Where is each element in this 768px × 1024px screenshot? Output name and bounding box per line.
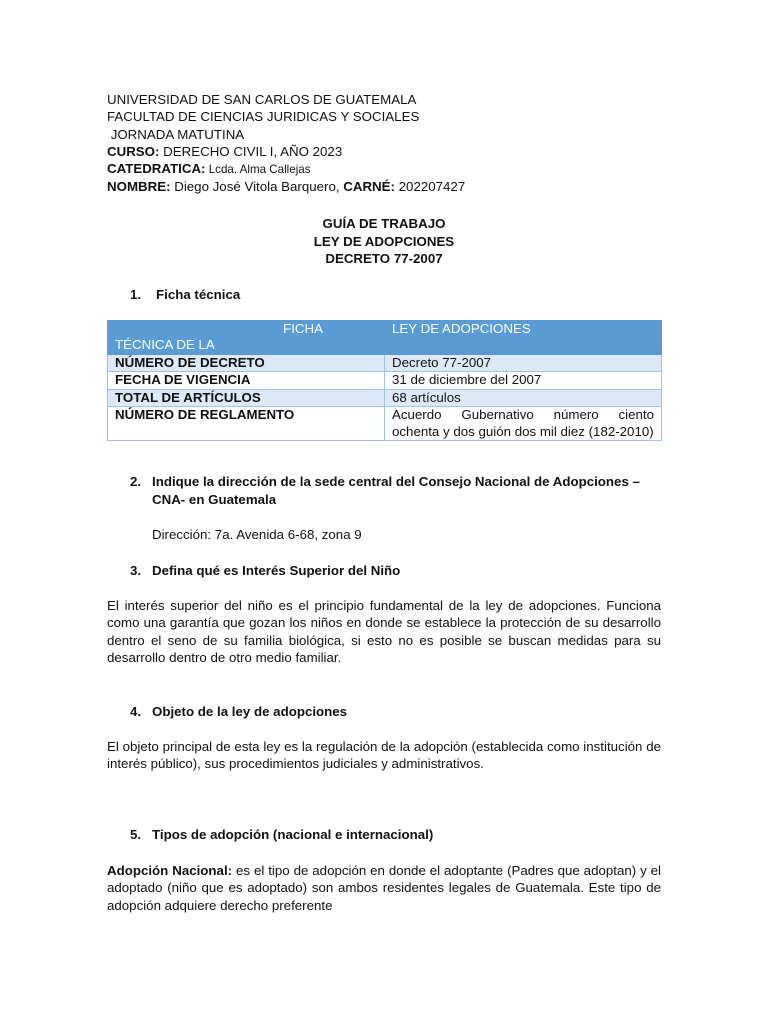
row-value: 68 artículos [385,389,662,406]
adopcion-nacional-label: Adopción Nacional: [107,863,233,878]
carne-label: CARNÉ: [343,179,395,194]
section-heading-sede-line2: CNA- en Guatemala [152,492,277,507]
header-left-a: FICHA [283,321,323,336]
title-guide: GUÍA DE TRABAJO [322,216,446,231]
section-number: 3. [130,563,142,578]
section-heading-interes: Defina qué es Interés Superior del Niño [152,563,401,578]
address-answer: Dirección: 7a. Avenida 6-68, zona 9 [152,527,362,542]
ficha-table [107,320,662,441]
title-law: LEY DE ADOPCIONES [313,234,455,249]
section-heading-tipos: Tipos de adopción (nacional e internacional) [152,827,434,842]
table-header-row [108,321,662,355]
row-label: NÚMERO DE REGLAMENTO [108,407,385,441]
section-number: 1. [130,287,142,302]
table-row [108,389,662,406]
table-header-right: LEY DE ADOPCIONES [385,321,662,355]
table-row [108,407,662,441]
faculty-name: FACULTAD DE CIENCIAS JURIDICAS Y SOCIALES [107,109,420,124]
paragraph-interes: El interés superior del niño es el principio fundamental de la ley de adopciones. Funciona como una garantía que gozan los niños en donde se establece la protección de su desarrollo dentro el seno de su familia biológica, si esto no es posible se buscan medidas para su desarrollo dentro de otro medio familiar. [107,598,661,665]
section-heading-objeto: Objeto de la ley de adopciones [152,704,348,719]
section-heading-ficha: Ficha técnica [156,287,241,302]
row-value: Decreto 77-2007 [385,355,662,372]
schedule: JORNADA MATUTINA [107,127,245,142]
course-value: DERECHO CIVIL I, AÑO 2023 [159,144,343,159]
section-heading-sede-line1: Indique la dirección de la sede central del Consejo Nacional de Adopciones – [152,474,640,489]
table-row [108,372,662,389]
row-value: 31 de diciembre del 2007 [385,372,662,389]
name-line [107,178,465,195]
carne-value: 202207427 [394,179,466,194]
section-number: 5. [130,827,142,842]
table-header-left [108,321,385,355]
course-label: CURSO: [107,144,160,159]
table-row [108,355,662,372]
paragraph-adopcion-nacional [107,862,661,914]
row-label: NÚMERO DE DECRETO [108,355,385,372]
teacher-value: Lcda. Alma Callejas [205,163,311,176]
section-number: 2. [130,474,142,489]
teacher-line [107,160,311,178]
name-label: NOMBRE: [107,179,171,194]
adopcion-nacional-text: es el tipo de adopción en donde el adoptante (Padres que adoptan) y el adoptado (niño que es adoptado) son ambos residentes legales de Guatemala. Este tipo de adopción adquiere derecho preferente [107,863,661,913]
course-line [107,143,342,160]
name-value: Diego José Vitola Barquero, [170,179,344,194]
section-number: 4. [130,704,142,719]
university-name: UNIVERSIDAD DE SAN CARLOS DE GUATEMALA [107,92,417,107]
title-decree: DECRETO 77-2007 [325,251,443,266]
paragraph-objeto: El objeto principal de esta ley es la regulación de la adopción (establecida como institución de interés público), sus procedimientos judiciales y administrativos. [107,739,661,772]
row-value: Acuerdo Gubernativo número ciento ochenta y dos guión dos mil diez (182-2010) [385,407,662,441]
row-label: FECHA DE VIGENCIA [108,372,385,389]
row-label: TOTAL DE ARTÍCULOS [108,389,385,406]
teacher-label: CATEDRATICA: [107,161,206,176]
header-left-b: TÉCNICA DE LA [115,337,215,352]
